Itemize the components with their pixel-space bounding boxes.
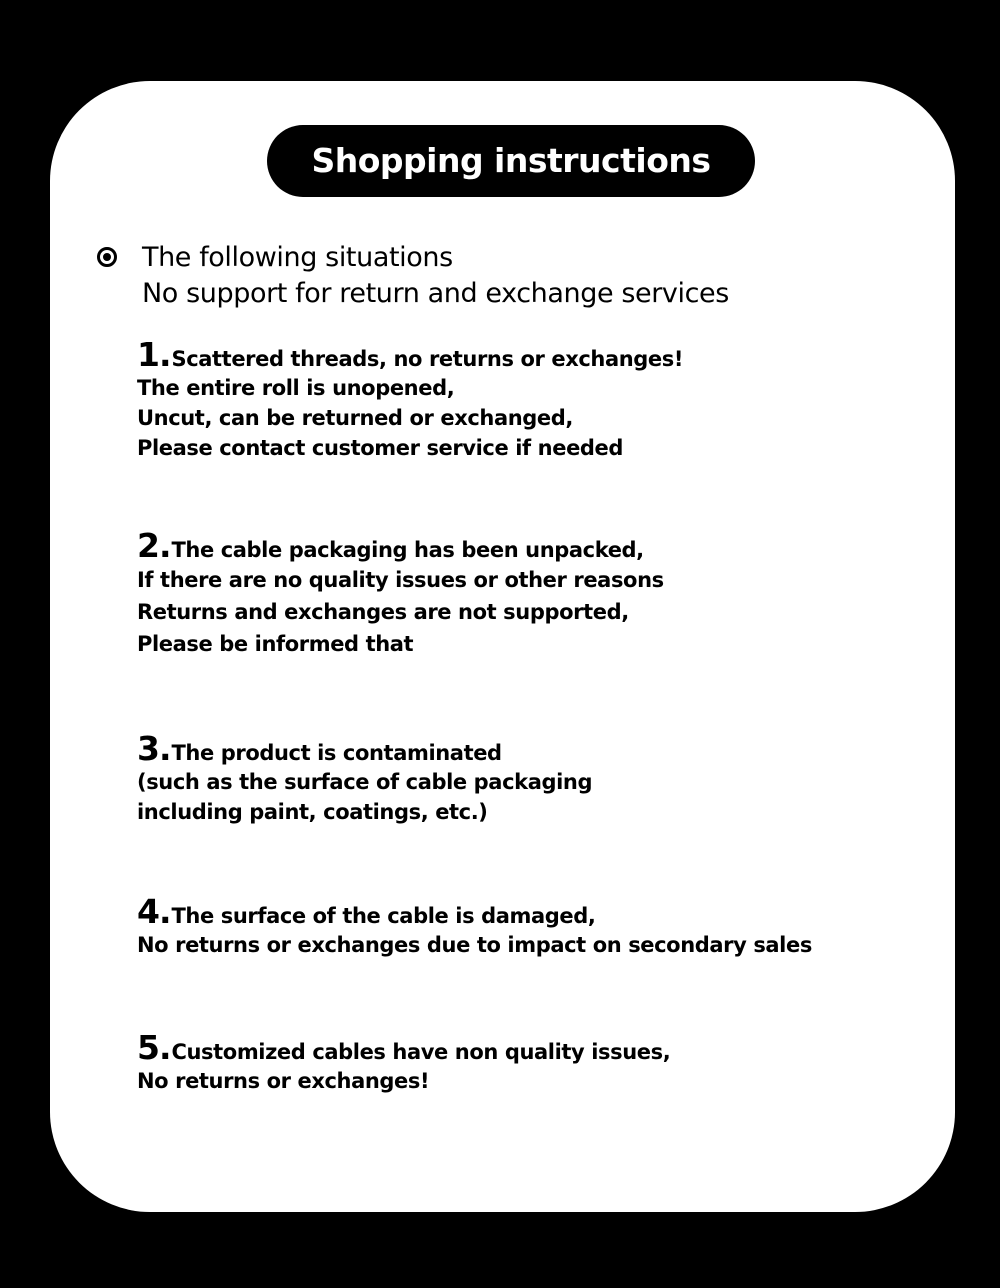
rule-line: Please contact customer service if needed (137, 436, 624, 460)
rule-line: The entire roll is unopened, (137, 376, 455, 400)
rule-line: If there are no quality issues or other reasons (137, 568, 664, 592)
rule-3 (137, 731, 592, 827)
rule-5 (137, 1030, 670, 1096)
rule-line: including paint, coatings, etc.) (137, 800, 488, 824)
rule-line: The product is contaminated (171, 741, 502, 765)
rule-line: No returns or exchanges! (137, 1069, 430, 1093)
rule-1 (137, 337, 683, 463)
page-title: Shopping instructions (267, 125, 755, 197)
intro-line-1: The following situations (142, 242, 453, 273)
rule-line: The cable packaging has been unpacked, (171, 538, 644, 562)
rule-number: 3. (137, 729, 171, 768)
rule-line: Please be informed that (137, 632, 414, 656)
intro-text (142, 240, 729, 312)
radio-bullet-icon (97, 247, 117, 267)
rule-4 (137, 894, 812, 960)
rule-line: Returns and exchanges are not supported, (137, 600, 629, 624)
rule-number: 4. (137, 892, 171, 931)
rule-line: The surface of the cable is damaged, (171, 904, 596, 928)
rule-number: 2. (137, 526, 171, 565)
rule-number: 1. (137, 335, 171, 374)
rule-2 (137, 528, 664, 660)
rule-number: 5. (137, 1028, 171, 1067)
rule-line: Uncut, can be returned or exchanged, (137, 406, 573, 430)
rule-line: Customized cables have non quality issues, (171, 1040, 671, 1064)
rule-line: Scattered threads, no returns or exchanges! (171, 347, 684, 371)
rule-line: No returns or exchanges due to impact on secondary sales (137, 933, 812, 957)
intro-line-2: No support for return and exchange services (142, 278, 729, 309)
rule-line: (such as the surface of cable packaging (137, 770, 593, 794)
